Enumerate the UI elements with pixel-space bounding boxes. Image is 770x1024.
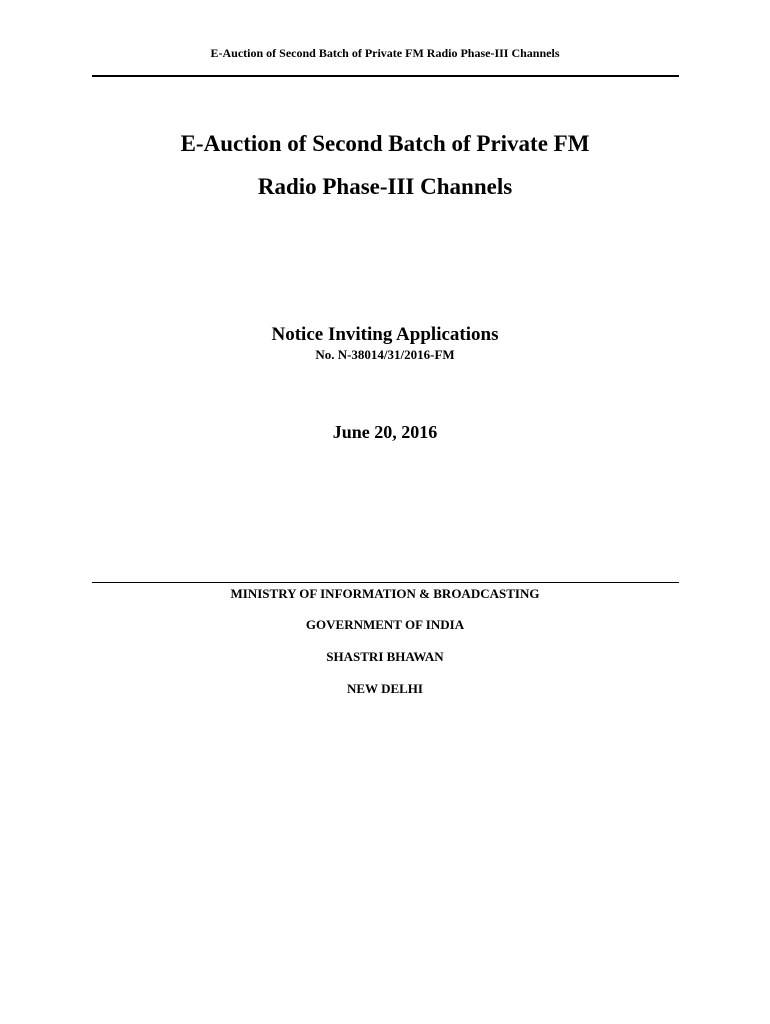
notice-title: Notice Inviting Applications [271, 324, 499, 345]
issuer-government: GOVERNMENT OF INDIA [305, 617, 465, 632]
issuer-ministry: MINISTRY OF INFORMATION & BROADCASTING [230, 586, 540, 601]
document-title-line-1: E-Auction of Second Batch of Private FM [180, 131, 590, 156]
header-rule [92, 75, 679, 77]
document-title-line-2: Radio Phase-III Channels [257, 174, 513, 199]
document-date: June 20, 2016 [332, 422, 438, 442]
running-header: E-Auction of Second Batch of Private FM Radio Phase-III Channels [210, 46, 560, 60]
issuer-city: NEW DELHI [347, 681, 423, 696]
footer-rule [92, 582, 679, 583]
issuer-building: SHASTRI BHAWAN [326, 649, 444, 664]
notice-number: No. N-38014/31/2016-FM [315, 347, 455, 362]
